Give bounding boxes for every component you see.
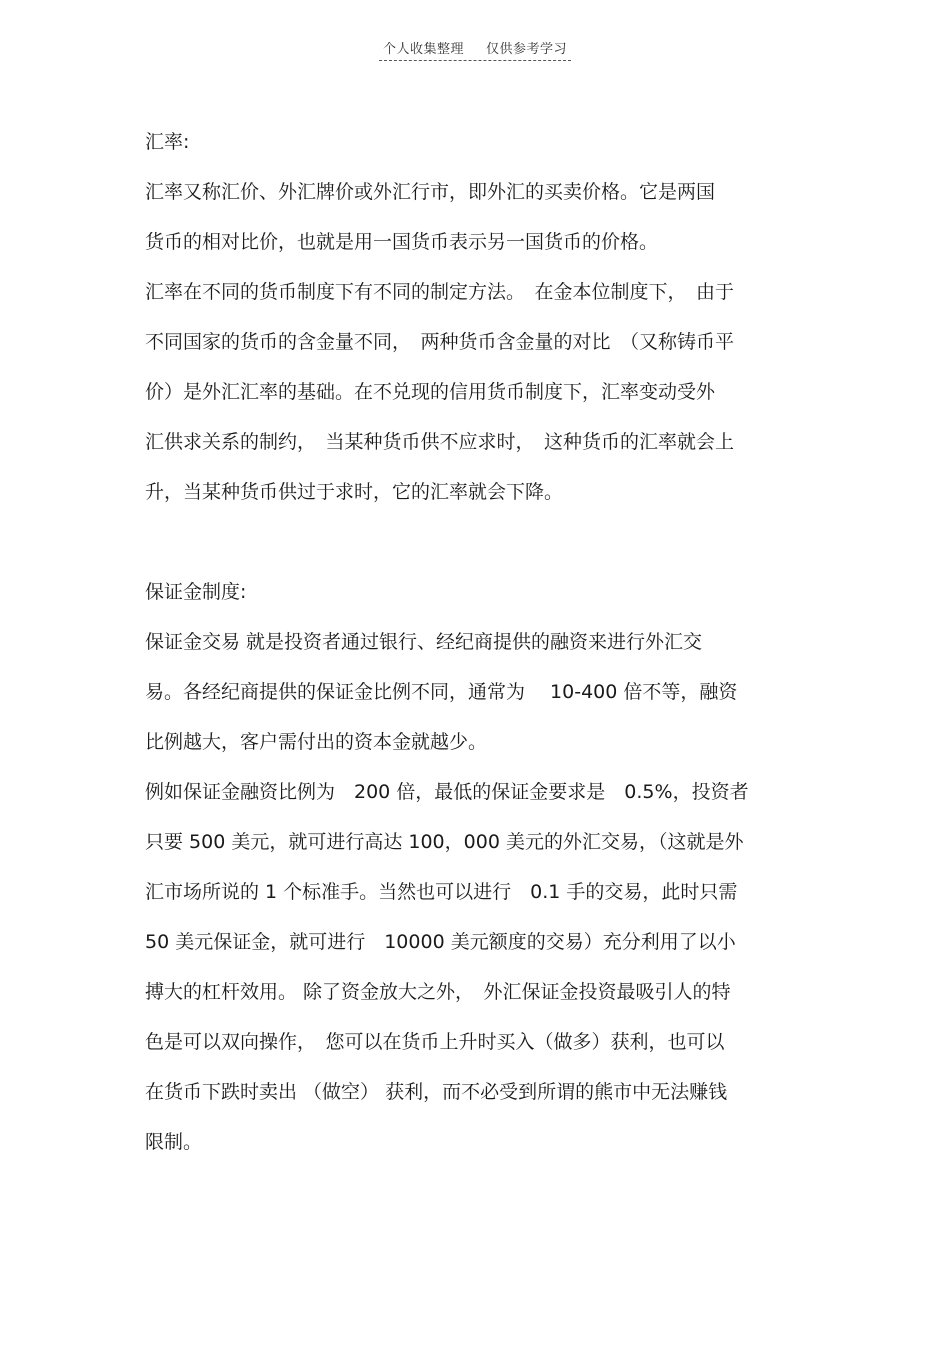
text-line: 比例越大，客户需付出的资本金就越少。 [145, 731, 488, 753]
header-underline [379, 38, 571, 61]
text-line: 色是可以双向操作， 您可以在货币上升时买入（做多）获利，也可以 [145, 1031, 725, 1053]
text-line: 保证金交易 就是投资者通过银行、经纪商提供的融资来进行外汇交 [145, 631, 703, 653]
text-line: 搏大的杠杆效用。 除了资金放大之外， 外汇保证金投资最吸引人的特 [145, 981, 731, 1003]
header-right-text: 仅供参考学习 [486, 42, 568, 57]
section-title-margin-system: 保证金制度: [145, 581, 247, 603]
text-line: 汇市场所说的 1 个标准手。当然也可以进行 0.1 手的交易，此时只需 [145, 881, 738, 903]
page-header [0, 38, 950, 61]
text-line: 在货币下跌时卖出 （做空） 获利，而不必受到所谓的熊市中无法赚钱 [145, 1081, 728, 1103]
text-line: 例如保证金融资比例为 200 倍，最低的保证金要求是 0.5%，投资者 [145, 781, 749, 803]
text-line: 只要 500 美元，就可进行高达 100，000 美元的外汇交易，（这就是外 [145, 831, 744, 853]
text-line: 货币的相对比价，也就是用一国货币表示另一国货币的价格。 [145, 231, 659, 253]
text-line: 限制。 [145, 1131, 203, 1153]
text-line: 不同国家的货币的含金量不同， 两种货币含金量的对比 （又称铸币平 [145, 331, 735, 353]
section-title-exchange-rate: 汇率: [145, 131, 190, 153]
text-line: 价）是外汇汇率的基础。在不兑现的信用货币制度下，汇率变动受外 [145, 381, 716, 403]
text-line: 汇率在不同的货币制度下有不同的制定方法。 在金本位制度下， 由于 [145, 281, 735, 303]
text-line: 易。各经纪商提供的保证金比例不同，通常为 10-400 倍不等，融资 [145, 681, 738, 703]
text-line: 汇率又称汇价、外汇牌价或外汇行市，即外汇的买卖价格。它是两国 [145, 181, 716, 203]
text-line: 汇供求关系的制约， 当某种货币供不应求时， 这种货币的汇率就会上 [145, 431, 735, 453]
text-line: 50 美元保证金，就可进行 10000 美元额度的交易）充分利用了以小 [145, 931, 736, 953]
text-line: 升，当某种货币供过于求时，它的汇率就会下降。 [145, 481, 564, 503]
header-left-text: 个人收集整理 [382, 42, 464, 57]
